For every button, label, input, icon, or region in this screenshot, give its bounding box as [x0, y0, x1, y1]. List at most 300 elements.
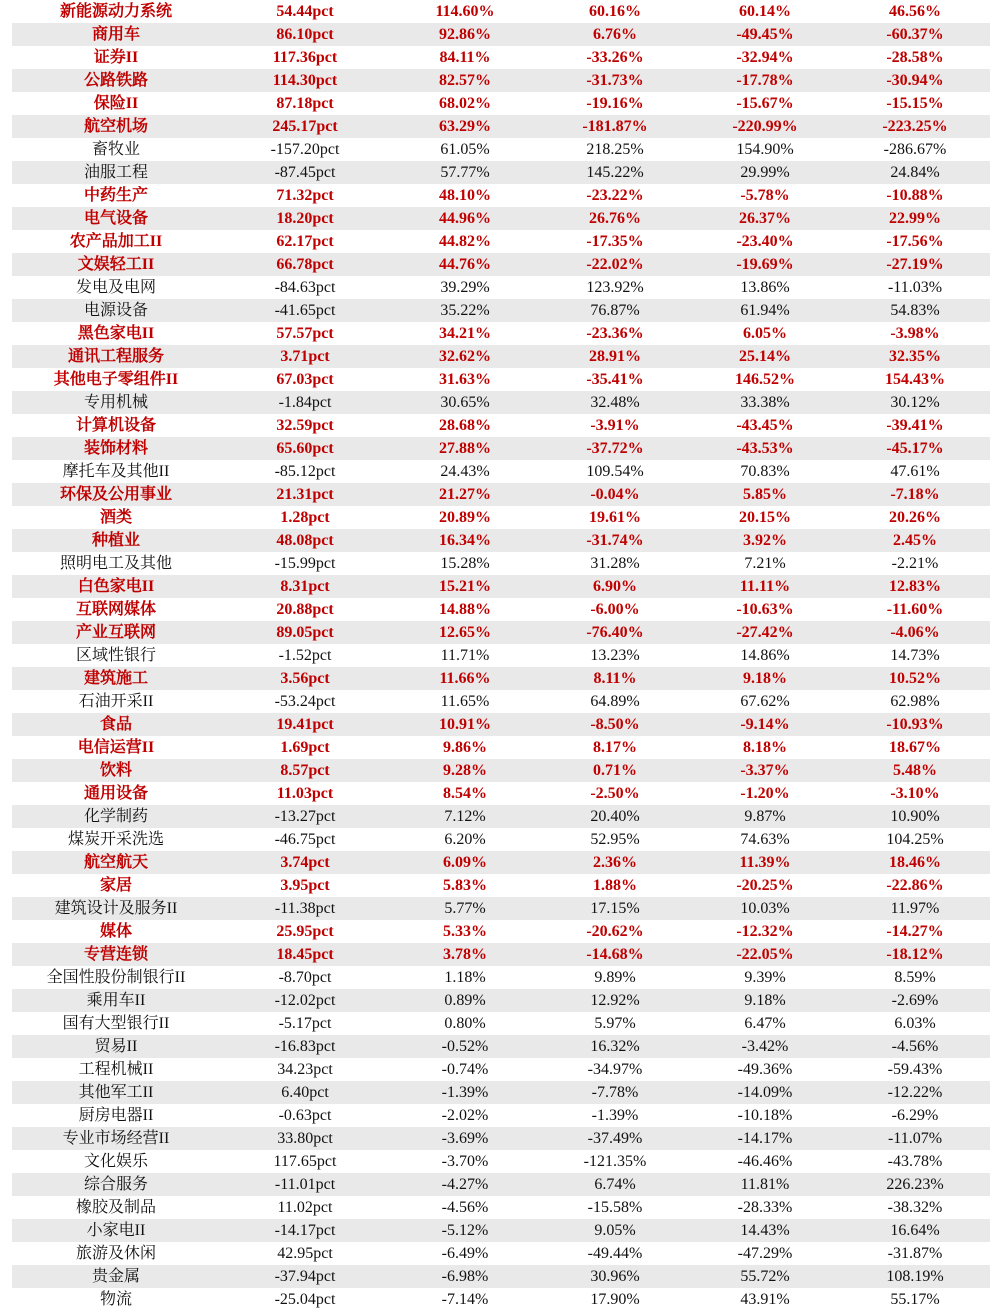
value-col-5-cell: -2.21% — [891, 555, 939, 572]
value-pct-cell: 11.02pct — [277, 1199, 333, 1216]
table-row — [12, 161, 990, 184]
value-col-3-cell: 13.23% — [590, 647, 640, 664]
value-col-3-cell: 0.71% — [540, 759, 690, 782]
value-col-5-cell: -2.69% — [840, 989, 990, 1012]
value-col-5-cell: 32.35% — [840, 345, 990, 368]
industry-name-cell: 化学制药 — [12, 805, 220, 828]
value-col-5-cell: 30.12% — [840, 391, 990, 414]
value-col-5-cell: -39.41% — [886, 417, 944, 434]
value-col-2-cell: 12.65% — [390, 621, 540, 644]
value-col-4-cell: 74.63% — [740, 831, 790, 848]
value-col-4-cell: -10.63% — [736, 601, 794, 618]
industry-name-cell: 小家电II — [12, 1219, 220, 1242]
table-row — [12, 1012, 990, 1035]
value-col-3-cell: 9.05% — [540, 1219, 690, 1242]
table-row — [12, 322, 990, 345]
value-col-5-cell: -45.17% — [840, 437, 990, 460]
table-row — [12, 368, 990, 391]
value-col-2-cell: 63.29% — [390, 115, 540, 138]
value-col-3-cell: -181.87% — [540, 115, 690, 138]
value-col-5-cell: 154.43% — [885, 371, 945, 388]
value-col-5-cell: 16.64% — [840, 1219, 990, 1242]
value-col-5-cell: 5.48% — [840, 759, 990, 782]
value-col-5-cell: 10.52% — [840, 667, 990, 690]
value-col-4-cell: -3.42% — [690, 1035, 840, 1058]
value-col-4-cell: -5.78% — [740, 187, 790, 204]
value-col-3-cell: -14.68% — [540, 943, 690, 966]
table-row — [12, 184, 990, 207]
value-pct-cell: -41.65pct — [220, 299, 390, 322]
table-row — [12, 391, 990, 414]
value-col-2-cell: -4.56% — [441, 1199, 489, 1216]
value-col-2-cell: -6.98% — [390, 1265, 540, 1288]
value-col-4-cell: 6.05% — [743, 325, 787, 342]
value-col-5-cell: -60.37% — [840, 23, 990, 46]
value-pct-cell: 3.95pct — [280, 877, 330, 894]
value-col-4-cell: 5.85% — [690, 483, 840, 506]
industry-name-cell: 贵金属 — [12, 1265, 220, 1288]
value-pct-cell: 3.56pct — [220, 667, 390, 690]
industry-name-cell: 摩托车及其他II — [62, 463, 170, 480]
industry-name-cell: 中药生产 — [83, 187, 148, 204]
industry-name-cell: 其他军工II — [12, 1081, 220, 1104]
table-row — [12, 943, 990, 966]
value-col-3-cell: 16.32% — [540, 1035, 690, 1058]
industry-name-cell: 照明电工及其他 — [59, 555, 172, 572]
value-col-2-cell: 82.57% — [390, 69, 540, 92]
industry-name-cell: 通讯工程服务 — [12, 345, 220, 368]
table-row — [12, 69, 990, 92]
value-col-4-cell: 60.14% — [739, 3, 791, 20]
value-col-5-cell: -28.58% — [886, 49, 944, 66]
value-col-3-cell: 145.22% — [540, 161, 690, 184]
table-row — [12, 46, 990, 69]
value-col-2-cell: -7.14% — [441, 1291, 489, 1308]
value-pct-cell: -84.63pct — [274, 279, 336, 296]
value-col-2-cell: 5.83% — [443, 877, 487, 894]
value-col-3-cell: 8.17% — [593, 739, 637, 756]
value-pct-cell: 18.45pct — [220, 943, 390, 966]
value-pct-cell: 19.41pct — [220, 713, 390, 736]
table-row — [12, 736, 990, 759]
industry-name-cell: 装饰材料 — [12, 437, 220, 460]
value-col-4-cell: 146.52% — [735, 371, 795, 388]
industry-name-cell: 贸易II — [12, 1035, 220, 1058]
value-col-5-cell: 10.90% — [840, 805, 990, 828]
value-col-2-cell: -5.12% — [390, 1219, 540, 1242]
industry-name-cell: 旅游及休闲 — [75, 1245, 156, 1262]
value-col-2-cell: 15.21% — [390, 575, 540, 598]
value-col-2-cell: 30.65% — [390, 391, 540, 414]
value-col-4-cell: 8.18% — [743, 739, 787, 756]
value-col-4-cell: -49.45% — [690, 23, 840, 46]
value-pct-cell: 117.65pct — [273, 1153, 337, 1170]
industry-name-cell: 通用设备 — [83, 785, 148, 802]
table-row — [12, 621, 990, 644]
value-col-2-cell: 34.21% — [439, 325, 491, 342]
value-col-4-cell: 9.18% — [690, 667, 840, 690]
industry-name-cell: 媒体 — [99, 923, 132, 940]
value-col-4-cell: -1.20% — [740, 785, 790, 802]
value-col-5-cell: -38.32% — [887, 1199, 943, 1216]
value-pct-cell: -16.83pct — [220, 1035, 390, 1058]
value-pct-cell: 89.05pct — [220, 621, 390, 644]
value-col-2-cell: -3.69% — [390, 1127, 540, 1150]
value-col-5-cell: 22.99% — [840, 207, 990, 230]
value-pct-cell: 34.23pct — [277, 1061, 333, 1078]
value-col-2-cell: 44.96% — [390, 207, 540, 230]
value-col-3-cell: 5.97% — [594, 1015, 636, 1032]
value-col-3-cell: 64.89% — [590, 693, 640, 710]
value-col-2-cell: -1.39% — [390, 1081, 540, 1104]
table-row — [12, 414, 990, 437]
table-row — [12, 1265, 990, 1288]
value-pct-cell: 57.57pct — [276, 325, 334, 342]
value-col-3-cell: -76.40% — [540, 621, 690, 644]
value-col-5-cell: -11.60% — [886, 601, 944, 618]
industry-name-cell: 专业市场经营II — [12, 1127, 220, 1150]
value-col-4-cell: 6.47% — [744, 1015, 786, 1032]
value-pct-cell: -15.99pct — [274, 555, 336, 572]
value-col-2-cell: 6.09% — [390, 851, 540, 874]
value-col-5-cell: 11.97% — [840, 897, 990, 920]
value-pct-cell: -5.17pct — [278, 1015, 332, 1032]
value-col-4-cell: 55.72% — [690, 1265, 840, 1288]
value-col-5-cell: -59.43% — [887, 1061, 943, 1078]
value-pct-cell: -157.20pct — [270, 141, 340, 158]
value-pct-cell: 87.18pct — [276, 95, 334, 112]
value-col-2-cell: 32.62% — [390, 345, 540, 368]
value-pct-cell: -1.84pct — [220, 391, 390, 414]
value-col-4-cell: 7.21% — [744, 555, 786, 572]
value-col-4-cell: -43.45% — [736, 417, 794, 434]
table-row — [12, 805, 990, 828]
value-col-2-cell: 11.71% — [440, 647, 490, 664]
table-row — [12, 598, 990, 621]
value-col-5-cell: -7.18% — [840, 483, 990, 506]
value-col-3-cell: 60.16% — [589, 3, 641, 20]
value-col-3-cell: 6.76% — [540, 23, 690, 46]
value-col-3-cell: 8.11% — [540, 667, 690, 690]
industry-name-cell: 保险II — [93, 95, 139, 112]
value-col-2-cell: 44.76% — [390, 253, 540, 276]
industry-name-cell: 饮料 — [12, 759, 220, 782]
value-pct-cell: -25.04pct — [274, 1291, 336, 1308]
value-col-3-cell: 76.87% — [540, 299, 690, 322]
industry-name-cell: 酒类 — [99, 509, 132, 526]
industry-name-cell: 家居 — [99, 877, 132, 894]
value-col-2-cell: 11.66% — [390, 667, 540, 690]
value-col-5-cell: 47.61% — [890, 463, 940, 480]
table-row — [12, 920, 990, 943]
industry-name-cell: 商用车 — [12, 23, 220, 46]
value-col-4-cell: 43.91% — [740, 1291, 790, 1308]
value-col-2-cell: 20.89% — [439, 509, 491, 526]
value-col-3-cell: 17.90% — [590, 1291, 640, 1308]
value-pct-cell: 114.30pct — [220, 69, 390, 92]
industry-name-cell: 产业互联网 — [12, 621, 220, 644]
value-col-3-cell: -22.02% — [540, 253, 690, 276]
value-col-4-cell: 14.86% — [740, 647, 790, 664]
table-row — [12, 345, 990, 368]
value-pct-cell: -8.70pct — [278, 969, 332, 986]
table-row — [12, 506, 990, 529]
value-col-4-cell: -14.09% — [690, 1081, 840, 1104]
value-pct-cell: -46.75pct — [274, 831, 336, 848]
table-row — [12, 1288, 990, 1311]
table-row — [12, 92, 990, 115]
value-col-3-cell: -33.26% — [586, 49, 644, 66]
value-col-4-cell: -10.18% — [737, 1107, 793, 1124]
value-pct-cell: 21.31pct — [220, 483, 390, 506]
value-col-4-cell: -32.94% — [736, 49, 794, 66]
table-row — [12, 230, 990, 253]
table-body — [12, 0, 990, 1311]
industry-name-cell: 证券II — [93, 49, 139, 66]
value-col-5-cell: 12.83% — [840, 575, 990, 598]
value-col-3-cell: 52.95% — [590, 831, 640, 848]
value-col-5-cell: -10.93% — [840, 713, 990, 736]
value-col-2-cell: 6.20% — [444, 831, 486, 848]
value-col-4-cell: 29.99% — [690, 161, 840, 184]
table-row — [12, 115, 990, 138]
table-row — [12, 483, 990, 506]
industry-name-cell: 电气设备 — [12, 207, 220, 230]
value-col-4-cell: -20.25% — [736, 877, 794, 894]
industry-name-cell: 乘用车II — [12, 989, 220, 1012]
industry-name-cell: 种植业 — [12, 529, 220, 552]
value-col-2-cell: 31.63% — [439, 371, 491, 388]
value-col-2-cell: 5.77% — [390, 897, 540, 920]
value-pct-cell: 3.74pct — [220, 851, 390, 874]
industry-name-cell: 环保及公用事业 — [12, 483, 220, 506]
industry-name-cell: 建筑施工 — [12, 667, 220, 690]
table-row — [12, 552, 990, 575]
value-col-4-cell: -27.42% — [690, 621, 840, 644]
table-row — [12, 1219, 990, 1242]
industry-name-cell: 建筑设计及服务II — [12, 897, 220, 920]
value-col-3-cell: -0.04% — [540, 483, 690, 506]
industry-name-cell: 电源设备 — [12, 299, 220, 322]
table-row — [12, 690, 990, 713]
table-row — [12, 1035, 990, 1058]
value-col-3-cell: -1.39% — [591, 1107, 639, 1124]
value-col-5-cell: 46.56% — [889, 3, 941, 20]
table-row — [12, 1058, 990, 1081]
value-pct-cell: 11.03pct — [276, 785, 334, 802]
value-col-4-cell: 154.90% — [736, 141, 794, 158]
value-col-2-cell: 24.43% — [440, 463, 490, 480]
value-col-3-cell: 218.25% — [586, 141, 644, 158]
value-col-4-cell: 9.18% — [690, 989, 840, 1012]
value-col-4-cell: 61.94% — [690, 299, 840, 322]
value-col-5-cell: 6.03% — [894, 1015, 936, 1032]
industry-name-cell: 白色家电II — [12, 575, 220, 598]
industry-name-cell: 发电及电网 — [75, 279, 156, 296]
value-pct-cell: 67.03pct — [276, 371, 334, 388]
value-col-2-cell: 114.60% — [435, 3, 495, 20]
value-col-2-cell: 28.68% — [439, 417, 491, 434]
table-row — [12, 851, 990, 874]
industry-name-cell: 食品 — [12, 713, 220, 736]
value-col-4-cell: 9.87% — [690, 805, 840, 828]
value-col-3-cell: 28.91% — [540, 345, 690, 368]
table-row — [12, 989, 990, 1012]
table-row — [12, 713, 990, 736]
industry-name-cell: 区域性银行 — [75, 647, 156, 664]
value-col-3-cell: -19.16% — [586, 95, 644, 112]
value-col-5-cell: -6.29% — [891, 1107, 939, 1124]
value-col-5-cell: -27.19% — [840, 253, 990, 276]
value-col-4-cell: 9.39% — [744, 969, 786, 986]
value-col-3-cell: -2.50% — [590, 785, 640, 802]
table-row — [12, 1196, 990, 1219]
value-col-2-cell: 3.78% — [390, 943, 540, 966]
value-col-4-cell: 10.03% — [690, 897, 840, 920]
value-col-4-cell: -14.17% — [690, 1127, 840, 1150]
value-pct-cell: 62.17pct — [276, 233, 334, 250]
value-col-2-cell: 5.33% — [443, 923, 487, 940]
value-col-3-cell: 19.61% — [589, 509, 641, 526]
value-col-5-cell: -22.86% — [886, 877, 944, 894]
table-row — [12, 782, 990, 805]
table-row — [12, 1104, 990, 1127]
value-col-3-cell: 109.54% — [586, 463, 644, 480]
value-col-5-cell: 14.73% — [890, 647, 940, 664]
table-row — [12, 1242, 990, 1265]
value-col-5-cell: 108.19% — [840, 1265, 990, 1288]
industry-name-cell: 航空航天 — [12, 851, 220, 874]
value-col-3-cell: 9.89% — [594, 969, 636, 986]
value-pct-cell: 33.80pct — [220, 1127, 390, 1150]
table-row — [12, 1173, 990, 1196]
value-pct-cell: -13.27pct — [220, 805, 390, 828]
value-pct-cell: 25.95pct — [276, 923, 334, 940]
value-col-4-cell: -3.37% — [690, 759, 840, 782]
value-col-2-cell: 8.54% — [443, 785, 487, 802]
value-col-3-cell: -35.41% — [586, 371, 644, 388]
value-col-5-cell: 8.59% — [894, 969, 936, 986]
value-col-2-cell: 35.22% — [390, 299, 540, 322]
value-col-2-cell: 48.10% — [439, 187, 491, 204]
value-col-5-cell: 226.23% — [840, 1173, 990, 1196]
value-col-3-cell: 123.92% — [586, 279, 644, 296]
value-pct-cell: -12.02pct — [220, 989, 390, 1012]
industry-name-cell: 畜牧业 — [91, 141, 140, 158]
value-pct-cell: 20.88pct — [276, 601, 334, 618]
value-col-4-cell: 14.43% — [690, 1219, 840, 1242]
value-col-4-cell: 25.14% — [690, 345, 840, 368]
value-col-4-cell: -15.67% — [736, 95, 794, 112]
value-col-4-cell: 26.37% — [690, 207, 840, 230]
industry-name-cell: 黑色家电II — [77, 325, 155, 342]
table-row — [12, 207, 990, 230]
value-col-5-cell: -4.06% — [840, 621, 990, 644]
value-col-5-cell: -4.56% — [840, 1035, 990, 1058]
value-col-4-cell: -43.53% — [690, 437, 840, 460]
value-col-3-cell: -3.91% — [590, 417, 640, 434]
value-pct-cell: 42.95pct — [277, 1245, 333, 1262]
table-row — [12, 0, 990, 23]
industry-name-cell: 煤炭开采洗选 — [67, 831, 164, 848]
value-col-3-cell: 31.28% — [590, 555, 640, 572]
value-col-2-cell: 92.86% — [390, 23, 540, 46]
value-col-2-cell: -4.27% — [390, 1173, 540, 1196]
table-row — [12, 759, 990, 782]
value-pct-cell: -11.38pct — [220, 897, 390, 920]
value-col-2-cell: 21.27% — [390, 483, 540, 506]
value-col-4-cell: -220.99% — [690, 115, 840, 138]
table-row — [12, 138, 990, 161]
value-pct-cell: -85.12pct — [274, 463, 336, 480]
value-pct-cell: -37.94pct — [220, 1265, 390, 1288]
industry-name-cell: 全国性股份制银行II — [46, 969, 186, 986]
value-col-2-cell: 9.86% — [443, 739, 487, 756]
value-col-3-cell: -7.78% — [540, 1081, 690, 1104]
value-col-5-cell: 54.83% — [840, 299, 990, 322]
value-col-3-cell: -34.97% — [587, 1061, 643, 1078]
value-col-5-cell: -17.56% — [886, 233, 944, 250]
table-row — [12, 874, 990, 897]
value-col-2-cell: 14.88% — [439, 601, 491, 618]
value-col-2-cell: -2.02% — [441, 1107, 489, 1124]
value-col-5-cell: 18.46% — [840, 851, 990, 874]
value-pct-cell: 3.71pct — [220, 345, 390, 368]
value-col-5-cell: -286.67% — [883, 141, 947, 158]
industry-name-cell: 互联网媒体 — [75, 601, 156, 618]
value-col-5-cell: 2.45% — [840, 529, 990, 552]
value-col-2-cell: 1.18% — [444, 969, 486, 986]
table-row — [12, 1127, 990, 1150]
value-pct-cell: -1.52pct — [278, 647, 332, 664]
value-col-3-cell: -31.73% — [540, 69, 690, 92]
value-col-3-cell: 6.74% — [540, 1173, 690, 1196]
industry-name-cell: 计算机设备 — [75, 417, 156, 434]
value-pct-cell: 48.08pct — [220, 529, 390, 552]
value-col-5-cell: -14.27% — [886, 923, 944, 940]
industry-name-cell: 石油开采II — [78, 693, 154, 710]
value-col-2-cell: 39.29% — [440, 279, 490, 296]
industry-name-cell: 文化娱乐 — [83, 1153, 148, 1170]
value-col-4-cell: 13.86% — [740, 279, 790, 296]
value-col-5-cell: -12.22% — [840, 1081, 990, 1104]
value-col-5-cell: -18.12% — [840, 943, 990, 966]
value-col-2-cell: 68.02% — [439, 95, 491, 112]
value-pct-cell: 1.69pct — [280, 739, 330, 756]
table-row — [12, 966, 990, 989]
value-col-4-cell: -12.32% — [736, 923, 794, 940]
value-col-3-cell: 20.40% — [540, 805, 690, 828]
value-pct-cell: -53.24pct — [274, 693, 336, 710]
table-row — [12, 253, 990, 276]
value-col-3-cell: -23.22% — [586, 187, 644, 204]
value-col-5-cell: 55.17% — [890, 1291, 940, 1308]
value-col-4-cell: -46.46% — [737, 1153, 793, 1170]
value-col-2-cell: 16.34% — [390, 529, 540, 552]
value-pct-cell: -11.01pct — [220, 1173, 390, 1196]
value-col-4-cell: 3.92% — [690, 529, 840, 552]
table-row — [12, 575, 990, 598]
value-col-5-cell: -11.07% — [840, 1127, 990, 1150]
value-col-2-cell: -0.52% — [390, 1035, 540, 1058]
industry-name-cell: 航空机场 — [12, 115, 220, 138]
value-col-2-cell: -6.49% — [441, 1245, 489, 1262]
value-col-3-cell: 17.15% — [540, 897, 690, 920]
value-col-4-cell: 11.81% — [690, 1173, 840, 1196]
value-col-4-cell: -17.78% — [690, 69, 840, 92]
industry-name-cell: 油服工程 — [12, 161, 220, 184]
value-col-2-cell: 0.80% — [444, 1015, 486, 1032]
